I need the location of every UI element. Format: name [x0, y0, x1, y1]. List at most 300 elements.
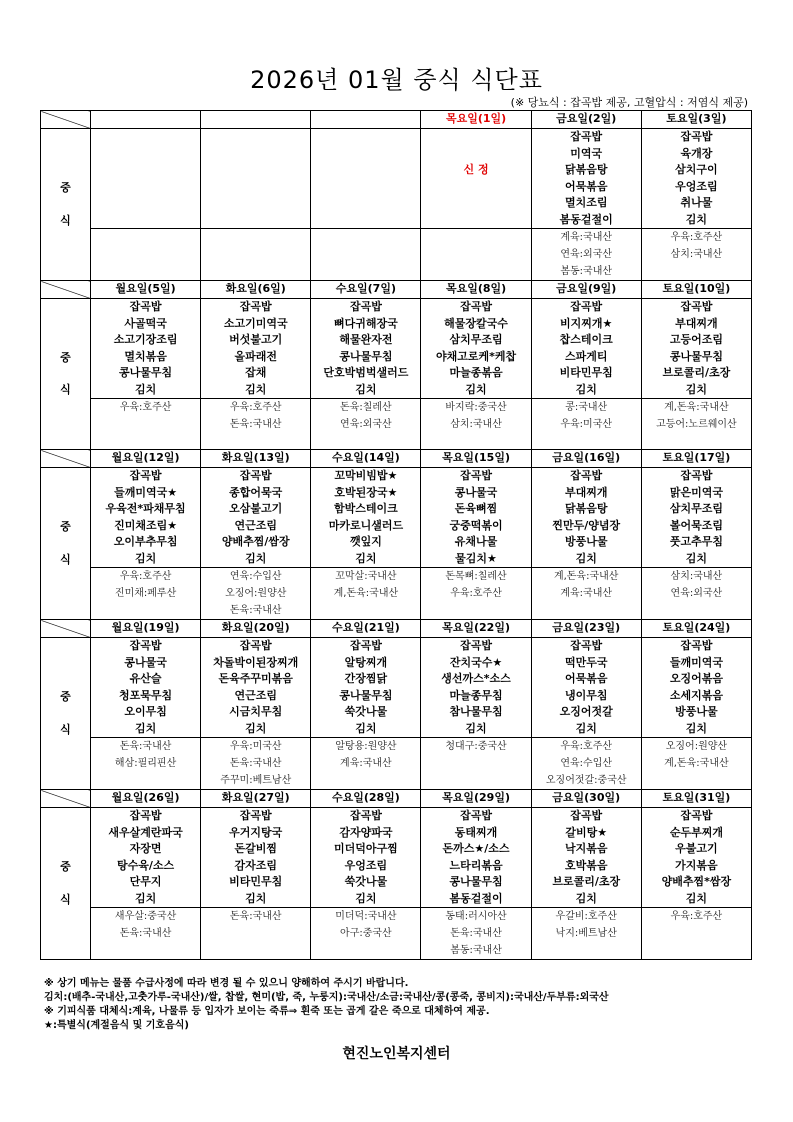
- week-menu-row: [41, 808, 752, 960]
- menu-item: 잡곡밥: [349, 809, 382, 822]
- day-menu-cell: [421, 808, 531, 960]
- menu-item: 야채고로케*케찹: [435, 349, 517, 363]
- menu-item: 콩나물국: [454, 485, 498, 499]
- day-menu-cell: [421, 129, 531, 281]
- day-menu-cell: [311, 468, 421, 620]
- day-menu-cell: [311, 299, 421, 450]
- menu-item: 신 정: [463, 163, 489, 176]
- origin-item: 계,돈육:국내산: [664, 402, 729, 413]
- menu-item: 마늘종볶음: [449, 366, 503, 379]
- menu-item: 동태찌개: [454, 825, 498, 839]
- menu-item: 청포묵무침: [119, 688, 173, 702]
- menu-item: 콩나물무침: [339, 349, 393, 363]
- menu-item: 올파래전: [234, 349, 277, 363]
- menu-item: 진미채조림★: [114, 518, 178, 532]
- menu-item: 김치: [355, 551, 377, 565]
- menu-item: 갈비탕★: [565, 825, 608, 839]
- menu-item: 고등어조림: [669, 333, 723, 346]
- empty-slot: [91, 129, 200, 146]
- origin-divider: [91, 228, 200, 229]
- origin-item: 돈목뼈:칠레산: [445, 571, 507, 582]
- origin-item: 우갈비:호주산: [555, 911, 617, 922]
- diagonal-header-cell: [41, 111, 91, 129]
- day-menu-cell: [641, 468, 751, 620]
- day-menu-cell: [641, 638, 751, 790]
- meal-type-char: 중: [60, 690, 71, 703]
- meal-type-char: 식: [60, 383, 71, 396]
- empty-slot: [421, 195, 530, 212]
- menu-item: 종합어묵국: [229, 485, 283, 499]
- menu-item: 떡만두국: [564, 655, 608, 669]
- empty-slot: [311, 162, 420, 179]
- menu-item: 부대찌개: [675, 316, 718, 330]
- menu-item: 잡곡밥: [349, 639, 382, 652]
- menu-item: 생선까스*소스: [441, 672, 511, 685]
- menu-item: 잡곡밥: [570, 639, 603, 652]
- menu-item: 양배추찜/쌈장: [221, 535, 290, 548]
- day-menu-cell: [641, 299, 751, 450]
- menu-item: 유산슬: [129, 672, 162, 685]
- day-header: 토요일(31일): [641, 790, 751, 808]
- origin-item: 미더덕:국내산: [335, 911, 397, 922]
- origin-item: 돈육:국내산: [119, 741, 172, 752]
- empty-slot: [311, 129, 420, 146]
- day-menu-cell: [91, 468, 201, 620]
- menu-item: 김치: [355, 891, 377, 905]
- menu-item: 유채나물: [454, 535, 498, 548]
- menu-item: 닭볶음탕: [564, 502, 608, 515]
- origin-item: 계육:국내산: [560, 588, 613, 599]
- diagonal-header-cell: [41, 620, 91, 638]
- meal-type-char: 식: [60, 722, 71, 736]
- day-menu-cell: [531, 468, 641, 620]
- menu-item: 간장찜닭: [344, 672, 388, 685]
- week-header-row: [41, 281, 752, 299]
- day-header: 금요일(30일): [531, 790, 641, 808]
- menu-item: 어묵볶음: [564, 179, 608, 193]
- menu-item: 김치: [575, 891, 597, 905]
- empty-slot: [311, 146, 420, 163]
- menu-item: 콩나물무침: [449, 875, 503, 888]
- day-header: [201, 111, 311, 129]
- menu-item: 마늘종무침: [449, 688, 503, 702]
- week-menu-row: [41, 129, 752, 281]
- origin-item: 새우살:중국산: [114, 911, 177, 922]
- menu-item: 돈육주꾸미볶음: [218, 672, 293, 685]
- menu-item: 돈까스★/소스: [442, 842, 510, 855]
- day-menu-cell: [91, 299, 201, 450]
- page-title: 2026년 01월 중식 식단표: [250, 66, 543, 94]
- empty-slot: [91, 162, 200, 179]
- origin-item: 우육:호주산: [670, 911, 723, 922]
- footnote-change-notice: ※ 상기 메뉴는 물품 수급사정에 따라 변경 될 수 있으니 양해하여 주시기 바랍니다.: [44, 978, 409, 989]
- menu-item: 콩나물국: [124, 655, 167, 669]
- origin-item: 바지락:중국산: [445, 402, 507, 413]
- menu-item: 감자조림: [234, 858, 277, 872]
- menu-item: 미더덕아구찜: [334, 842, 398, 855]
- menu-item: 봄동겉절이: [449, 891, 503, 905]
- menu-item: 탕수육/소스: [117, 858, 175, 872]
- day-header: 금요일(2일): [531, 111, 641, 129]
- menu-item: 뼈다귀해장국: [334, 316, 398, 330]
- menu-item: 양배추찜*쌈장: [661, 875, 732, 888]
- origin-item: 진미채:페루산: [114, 588, 177, 599]
- meal-type-char: 중: [60, 350, 71, 364]
- menu-item: 김치: [685, 551, 708, 565]
- empty-slot: [91, 179, 200, 196]
- meal-type-label: [41, 468, 91, 620]
- origin-item: 계육:국내산: [560, 232, 613, 243]
- menu-item: 잔치국수★: [449, 655, 503, 669]
- menu-item: 잡곡밥: [680, 809, 713, 822]
- menu-item: 김치: [245, 721, 267, 735]
- menu-item: 버섯불고기: [229, 333, 283, 346]
- menu-item: 김치: [355, 382, 377, 396]
- origin-item: 계,돈육:국내산: [664, 758, 729, 769]
- origin-item: 돈육:국내산: [229, 419, 282, 430]
- menu-item: 순두부찌개: [669, 825, 723, 839]
- menu-item: 잡곡밥: [129, 469, 162, 482]
- diagonal-header-cell: [41, 450, 91, 468]
- menu-item: 김치: [245, 551, 267, 565]
- day-header: 목요일(29일): [421, 790, 531, 808]
- day-menu-cell: [641, 808, 751, 960]
- menu-item: 찐만두/양념장: [552, 518, 621, 532]
- menu-item: 호박된장국★: [334, 485, 398, 499]
- menu-item: 우엉조림: [344, 858, 388, 872]
- menu-item: 잡곡밥: [680, 300, 713, 313]
- empty-slot: [201, 129, 310, 146]
- origin-item: 아구:중국산: [340, 928, 392, 939]
- menu-item: 잡곡밥: [349, 300, 382, 313]
- menu-item: 김치: [465, 721, 487, 735]
- menu-item: 쑥갓나물: [344, 875, 388, 888]
- day-header: 목요일(15일): [421, 450, 531, 468]
- origin-divider: [421, 228, 530, 229]
- day-menu-cell: [531, 299, 641, 450]
- menu-item: [421, 146, 530, 163]
- week-header-row: [41, 620, 752, 638]
- menu-item: 잡곡밥: [460, 469, 492, 482]
- menu-item: 잡곡밥: [239, 639, 272, 652]
- day-menu-cell: [421, 468, 531, 620]
- menu-item: 돈갈비찜: [234, 842, 277, 855]
- menu-item: 김치: [685, 382, 708, 396]
- menu-item: 부대찌개: [564, 485, 608, 499]
- menu-item: 참나물무침: [449, 705, 503, 718]
- center-name: 현진노인복지센터: [342, 1046, 451, 1062]
- week-header-row: [41, 450, 752, 468]
- menu-item: 오이부추무침: [113, 535, 178, 548]
- empty-slot: [91, 212, 200, 229]
- origin-item: 돈육:국내산: [229, 911, 282, 922]
- menu-item: 김치: [465, 382, 487, 396]
- empty-slot: [201, 195, 310, 212]
- origin-item: 고등어:노르웨이산: [656, 419, 737, 430]
- menu-item: 브로콜리/초장: [552, 875, 621, 888]
- day-header: 수요일(7일): [311, 281, 421, 299]
- day-header: 금요일(23일): [531, 620, 641, 638]
- day-header: 월요일(12일): [91, 450, 201, 468]
- menu-item: 풋고추무침: [669, 535, 723, 548]
- origin-item: 청대구:중국산: [445, 741, 507, 752]
- menu-item: 방풍나물: [564, 535, 608, 548]
- day-header: [311, 111, 421, 129]
- menu-item: 궁중떡볶이: [449, 518, 503, 532]
- week-menu-row: [41, 299, 752, 450]
- menu-item: 오이무침: [124, 705, 167, 718]
- menu-item: 돈육뼈찜: [454, 502, 498, 515]
- origin-item: 봄동:국내산: [560, 266, 613, 277]
- empty-slot: [91, 146, 200, 163]
- menu-item: 꼬막비빔밥★: [334, 469, 398, 482]
- menu-item: 새우살계란파국: [108, 825, 183, 839]
- menu-item: 잡곡밥: [570, 469, 603, 482]
- meal-type-char: 식: [60, 552, 71, 566]
- day-header: 월요일(19일): [91, 620, 201, 638]
- menu-item: 잡곡밥: [680, 469, 713, 482]
- diet-note: (※ 당뇨식 : 잡곡밥 제공, 고혈압식 : 저염식 제공): [510, 96, 748, 109]
- menu-item: 차돌박이된장찌개: [213, 655, 299, 669]
- menu-item: 잡곡밥: [460, 639, 492, 652]
- menu-item: 해물완자전: [339, 333, 393, 346]
- menu-item: 미역국: [570, 146, 603, 160]
- menu-item: 잡곡밥: [460, 300, 492, 313]
- meal-type-char: 중: [60, 181, 71, 194]
- menu-item: 잡곡밥: [239, 809, 272, 822]
- menu-item: 자장면: [129, 842, 162, 855]
- menu-item: 잡곡밥: [129, 639, 162, 652]
- origin-item: 우육:미국산: [229, 741, 282, 752]
- origin-item: 삼치:국내산: [450, 419, 502, 430]
- menu-item: 김치: [355, 721, 377, 735]
- diagonal-header-cell: [41, 790, 91, 808]
- diagonal-header-cell: [41, 281, 91, 299]
- day-menu-cell: [91, 638, 201, 790]
- menu-item: 찹스테이크: [559, 333, 613, 346]
- day-header: 목요일(8일): [421, 281, 531, 299]
- day-menu-cell: [641, 129, 751, 281]
- menu-item: 연근조림: [234, 688, 277, 702]
- menu-item: 삼치구이: [675, 163, 718, 176]
- empty-slot: [201, 179, 310, 196]
- day-header: 화요일(20일): [201, 620, 311, 638]
- day-header: 토요일(17일): [641, 450, 751, 468]
- origin-item: 연육:외국산: [560, 249, 613, 260]
- menu-item: 김치: [685, 721, 708, 735]
- day-menu-cell: [91, 129, 201, 281]
- day-menu-cell: [201, 299, 311, 450]
- menu-item: 멸치조림: [564, 196, 608, 209]
- day-header: 금요일(16일): [531, 450, 641, 468]
- menu-item: 우거지탕국: [229, 825, 283, 839]
- day-menu-cell: [421, 638, 531, 790]
- menu-item: 취나물: [680, 196, 713, 209]
- day-header: 화요일(27일): [201, 790, 311, 808]
- menu-item: 잡곡밥: [239, 300, 272, 313]
- menu-item: 연근조림: [234, 518, 277, 532]
- menu-item: 잡곡밥: [570, 300, 603, 313]
- menu-item: 감자양파국: [339, 825, 393, 839]
- menu-item: 소고기미역국: [223, 316, 288, 330]
- menu-item: 잡채: [245, 366, 267, 379]
- menu-item: 닭볶음탕: [564, 163, 608, 176]
- menu-item: 브로콜리/초장: [662, 366, 731, 379]
- menu-item: 잡곡밥: [129, 300, 162, 313]
- menu-item: 호박볶음: [564, 858, 608, 872]
- menu-item: 잡곡밥: [239, 469, 272, 482]
- day-header: 토요일(24일): [641, 620, 751, 638]
- menu-item: 잡곡밥: [460, 809, 492, 822]
- menu-item: 비지찌개★: [560, 316, 613, 330]
- day-header: 월요일(5일): [91, 281, 201, 299]
- origin-item: 돈육:칠레산: [340, 402, 392, 413]
- menu-item: [421, 129, 530, 146]
- menu-item: 육개장: [680, 146, 713, 160]
- empty-slot: [311, 195, 420, 212]
- menu-item: 콩나물무침: [339, 688, 393, 702]
- origin-item: 삼치:국내산: [670, 571, 723, 582]
- menu-item: 느타리볶음: [449, 858, 503, 872]
- day-header: 토요일(10일): [641, 281, 751, 299]
- day-menu-cell: [91, 808, 201, 960]
- menu-item: 방풍나물: [675, 705, 718, 718]
- menu-item: 김치: [575, 382, 597, 396]
- origin-item: 우육:미국산: [560, 419, 613, 430]
- menu-item: 김치: [134, 721, 157, 735]
- origin-item: 오징어:원양산: [225, 588, 287, 599]
- menu-item: 봄동겉절이: [559, 212, 613, 226]
- menu-item: 김치: [245, 891, 267, 905]
- menu-item: 소고기장조림: [113, 333, 178, 346]
- menu-item: 시금치무침: [229, 705, 283, 718]
- menu-item: 김치: [575, 721, 597, 735]
- empty-slot: [421, 212, 530, 229]
- menu-item: 사골떡국: [124, 316, 167, 330]
- week-menu-row: [41, 468, 752, 620]
- meal-type-label: [41, 638, 91, 790]
- menu-item: 삼치무조림: [449, 333, 503, 346]
- origin-item: 돈육:국내산: [229, 758, 282, 769]
- origin-item: 돈육:국내산: [450, 928, 502, 939]
- origin-item: 꼬막살:국내산: [335, 571, 397, 582]
- menu-item: 잡곡밥: [680, 639, 713, 652]
- empty-slot: [311, 179, 420, 196]
- origin-item: 해삼:필리핀산: [114, 758, 177, 769]
- menu-item: 들깨미역국★: [114, 485, 178, 499]
- meal-type-char: 식: [60, 213, 71, 227]
- origin-item: 콩:국내산: [565, 402, 608, 413]
- menu-item: 단무지: [129, 875, 162, 888]
- day-menu-cell: [311, 638, 421, 790]
- origin-item: 연육:수입산: [229, 571, 282, 582]
- origin-item: 우육:호주산: [560, 741, 613, 752]
- menu-item: 냉이무침: [564, 688, 608, 702]
- origin-item: 삼치:국내산: [670, 249, 723, 260]
- day-header: 화요일(6일): [201, 281, 311, 299]
- origin-item: 알탕용:원양산: [335, 741, 397, 752]
- origin-item: 계,돈육:국내산: [553, 571, 619, 582]
- menu-item: 낙지볶음: [564, 842, 608, 855]
- origin-item: 우육:호주산: [229, 402, 282, 413]
- day-header: 월요일(26일): [91, 790, 201, 808]
- origin-item: 우육:호주산: [450, 588, 502, 599]
- meal-type-char: 중: [60, 860, 71, 873]
- meal-type-char: 식: [60, 892, 71, 906]
- origin-item: 연육:외국산: [670, 588, 723, 599]
- empty-slot: [91, 195, 200, 212]
- origin-divider: [311, 228, 420, 229]
- menu-item: 소세지볶음: [669, 688, 723, 702]
- empty-slot: [201, 162, 310, 179]
- menu-item: 단호박범벅샐러드: [323, 366, 409, 379]
- day-menu-cell: [421, 299, 531, 450]
- menu-item: 잡곡밥: [570, 809, 603, 822]
- menu-item: 스파게티: [564, 349, 608, 363]
- day-menu-cell: [311, 808, 421, 960]
- menu-item: 볼어묵조림: [669, 518, 723, 532]
- menu-item: 알탕찌개: [344, 655, 388, 669]
- menu-item: 김치: [134, 891, 157, 905]
- meal-type-label: [41, 129, 91, 281]
- menu-item: 김치: [575, 551, 597, 565]
- origin-item: 우육:호주산: [119, 402, 172, 413]
- menu-item: 함박스테이크: [334, 502, 398, 515]
- menu-item: 오징어볶음: [669, 672, 723, 685]
- meal-type-label: [41, 808, 91, 960]
- menu-item: 오징어젓갈: [559, 705, 613, 718]
- menu-item: 잡곡밥: [680, 130, 713, 143]
- origin-item: 돈육:국내산: [229, 605, 282, 616]
- empty-slot: [201, 146, 310, 163]
- menu-item: 멸치볶음: [124, 349, 167, 363]
- empty-slot: [311, 212, 420, 229]
- menu-item: 깻잎지: [349, 535, 382, 548]
- menu-item: 들깨미역국: [669, 655, 723, 669]
- menu-item: 김치: [134, 551, 157, 565]
- day-menu-cell: [531, 808, 641, 960]
- day-header: 목요일(1일): [421, 111, 531, 129]
- menu-item: 가지볶음: [675, 858, 718, 872]
- origin-item: 우육:호주산: [670, 232, 723, 243]
- menu-item: 우불고기: [675, 842, 718, 855]
- menu-item: 김치: [685, 891, 708, 905]
- menu-item: 콩나물무침: [669, 349, 723, 363]
- week-header-row: [41, 790, 752, 808]
- origin-item: 계,돈육:국내산: [333, 588, 399, 599]
- menu-item: 김치: [245, 382, 267, 396]
- menu-item: 삼치무조림: [669, 502, 723, 515]
- menu-item: 콩나물무침: [119, 366, 173, 379]
- day-header: 수요일(14일): [311, 450, 421, 468]
- origin-item: 계육:국내산: [340, 758, 392, 769]
- footnote-origin: 김치:(배추-국내산,고춧가루-국내산)/쌀, 찹쌀, 현미(밥, 죽, 누룽지):국내산/소금:국내산/콩(콩죽, 콩비지):국내산/두부류:외국산: [44, 992, 609, 1003]
- meal-table: [40, 110, 752, 960]
- footnote-substitute: ※ 기피식품 대체식:계육, 나물류 등 입자가 보이는 죽류⇒ 흰죽 또는 곱게 갈은 죽으로 대체하여 제공.: [44, 1006, 490, 1017]
- day-header: 토요일(3일): [641, 111, 751, 129]
- origin-item: 오징어:원양산: [665, 741, 728, 752]
- menu-item: 김치: [685, 212, 708, 226]
- menu-item: 우육전*파채무침: [105, 502, 186, 515]
- day-header: 화요일(13일): [201, 450, 311, 468]
- meal-type-label: [41, 299, 91, 450]
- day-menu-cell: [201, 808, 311, 960]
- menu-item: 쑥갓나물: [344, 705, 388, 718]
- menu-item: 마카로니샐러드: [328, 518, 404, 532]
- day-menu-cell: [201, 638, 311, 790]
- empty-slot: [421, 179, 530, 196]
- day-menu-cell: [531, 638, 641, 790]
